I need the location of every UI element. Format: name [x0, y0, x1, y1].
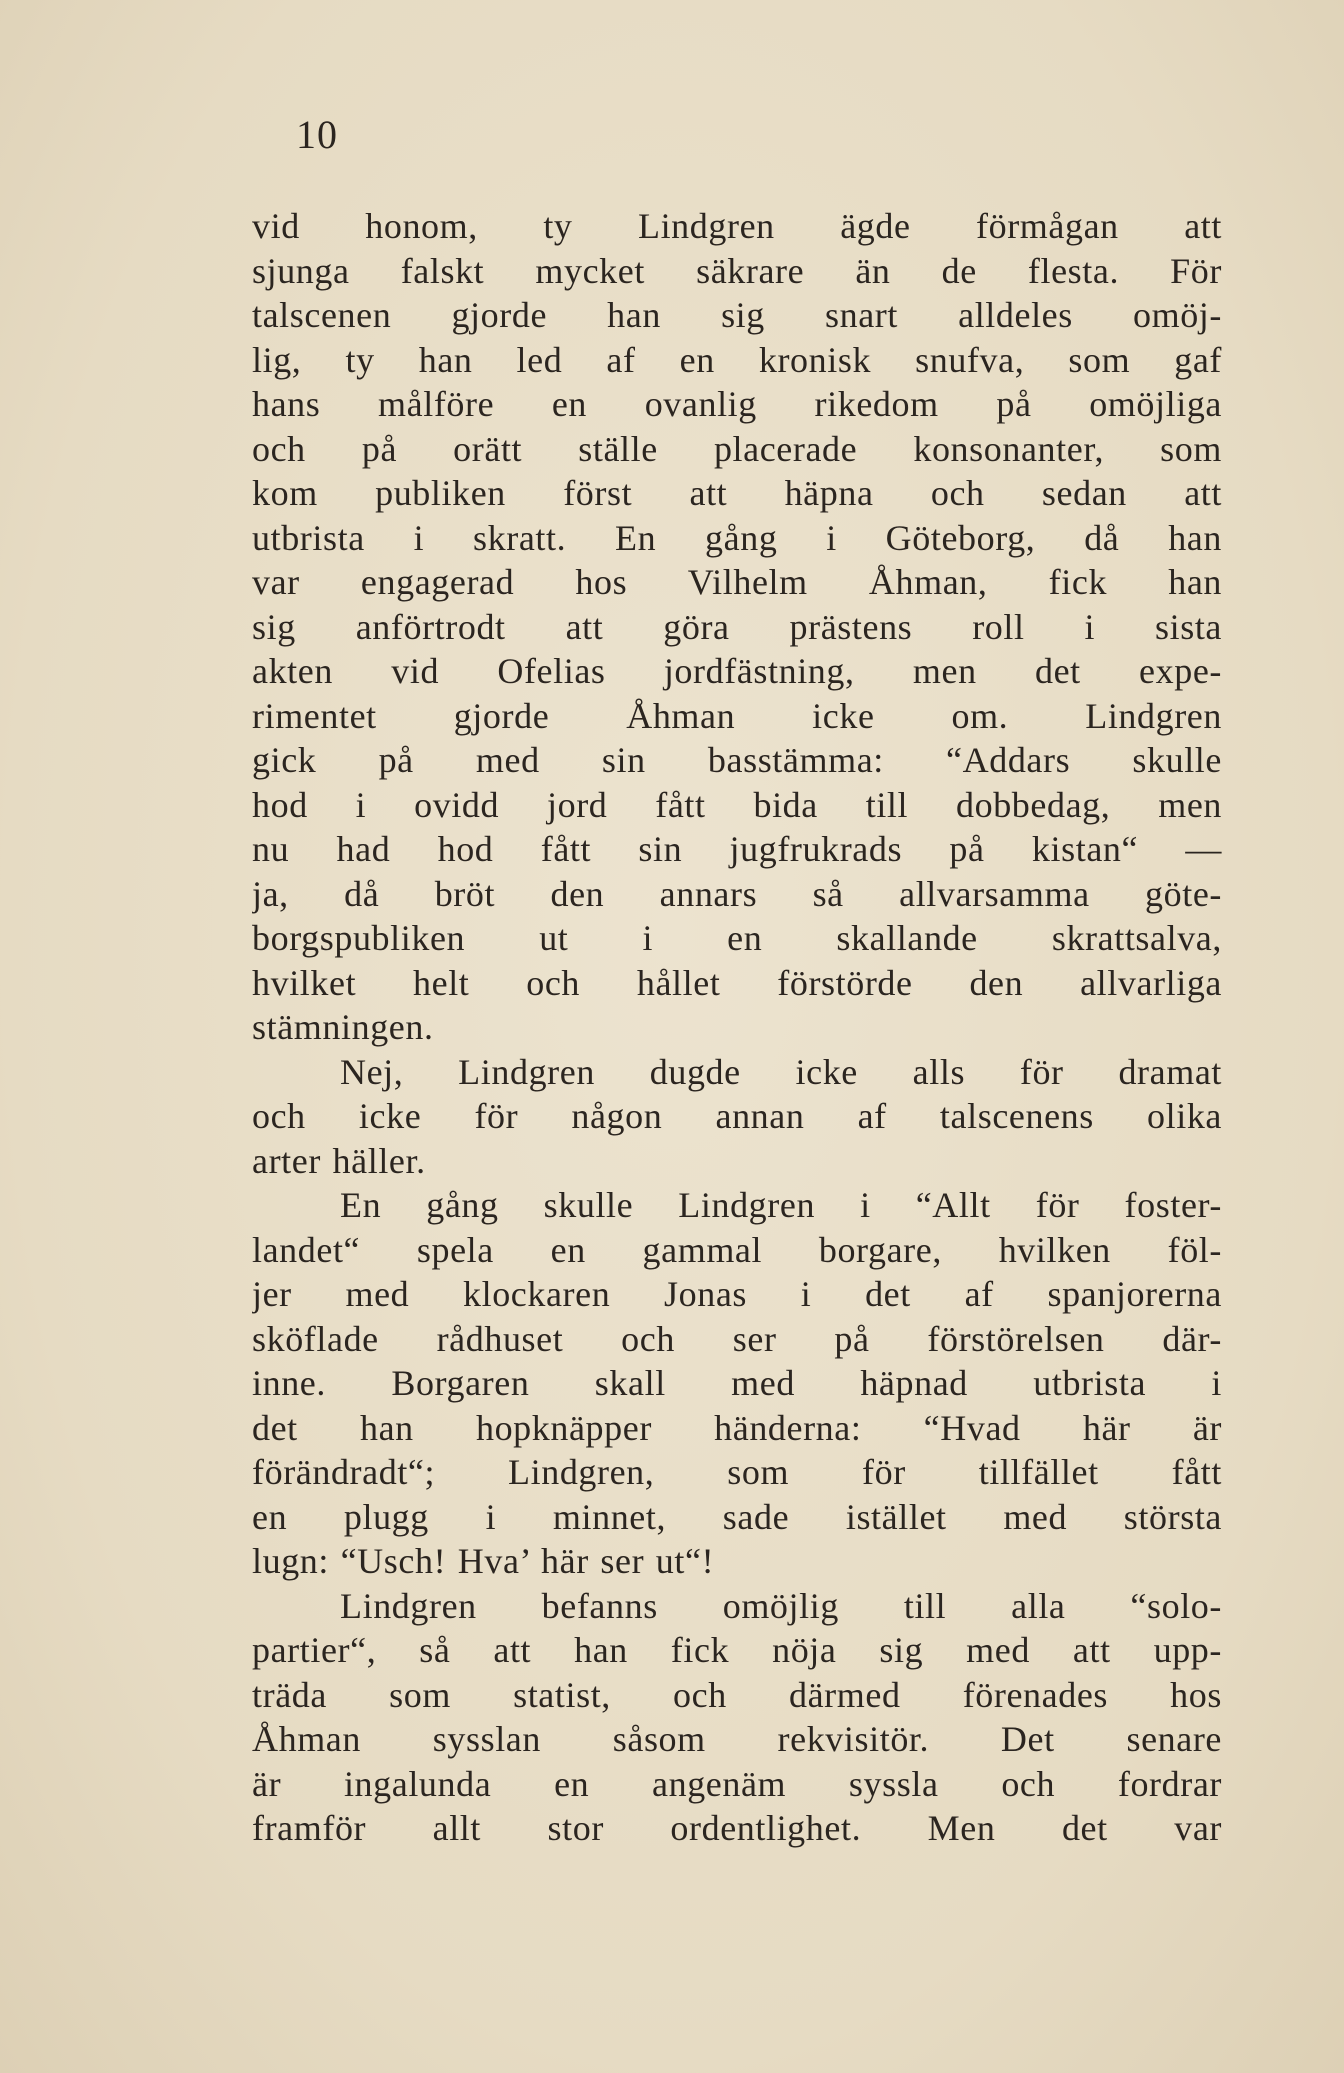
text-line: landet“ spela en gammal borgare, hvilken föl- — [252, 1229, 1222, 1270]
text-line: förändradt“; Lindgren, som för tillfället fått — [252, 1452, 1222, 1492]
page-number: 10 — [296, 112, 338, 157]
paragraph-start-line: Nej, Lindgren dugde icke alls för dramat — [340, 1051, 1222, 1092]
text-line: jer med klockaren Jonas i det af spanjorerna — [252, 1274, 1222, 1314]
text-line: är ingalunda en angenäm syssla och fordrar — [252, 1763, 1222, 1804]
text-line: hvilket helt och hållet förstörde den allvarliga — [252, 962, 1222, 1003]
text-line: ja, då bröt den annars så allvarsamma göte- — [252, 873, 1222, 914]
text-line: sig anförtrodt att göra prästens roll i sista — [252, 606, 1222, 647]
body-text — [252, 204, 1222, 1851]
text-line: talscenen gjorde han sig snart alldeles omöj- — [252, 295, 1222, 335]
text-line: Åhman sysslan såsom rekvisitör. Det senare — [252, 1719, 1222, 1759]
text-line: hod i ovidd jord fått bida till dobbedag, men — [252, 784, 1222, 825]
text-line: partier“, så att han fick nöja sig med att upp- — [252, 1630, 1222, 1670]
text-line: det han hopknäpper händerna: “Hvad här är — [252, 1407, 1222, 1448]
paragraph-start-line: En gång skulle Lindgren i “Allt för foster- — [340, 1185, 1222, 1225]
text-line: rimentet gjorde Åhman icke om. Lindgren — [252, 695, 1222, 736]
text-line: vid honom, ty Lindgren ägde förmågan att — [252, 206, 1222, 246]
text-line: borgspubliken ut i en skallande skrattsalva, — [252, 918, 1222, 958]
text-line: och icke för någon annan af talscenens olika — [252, 1096, 1222, 1136]
text-line: träda som statist, och därmed förenades hos — [252, 1674, 1222, 1715]
text-line: sjunga falskt mycket säkrare än de flesta. För — [252, 250, 1222, 291]
text-line: en plugg i minnet, sade istället med största — [252, 1496, 1222, 1537]
text-line: nu had hod fått sin jugfrukrads på kistan“ — — [252, 829, 1222, 869]
text-line: sköflade rådhuset och ser på förstörelsen där- — [252, 1318, 1222, 1359]
text-line: hans målföre en ovanlig rikedom på omöjliga — [252, 384, 1222, 424]
text-line: stämningen. — [252, 1007, 434, 1047]
text-line: gick på med sin basstämma: “Addars skulle — [252, 740, 1222, 780]
text-line: lugn: “Usch! Hva’ här ser ut“! — [252, 1541, 715, 1581]
text-line: akten vid Ofelias jordfästning, men det expe- — [252, 651, 1222, 691]
text-line: kom publiken först att häpna och sedan att — [252, 473, 1222, 513]
text-line: var engagerad hos Vilhelm Åhman, fick han — [252, 562, 1222, 602]
text-line: utbrista i skratt. En gång i Göteborg, då han — [252, 517, 1222, 558]
text-line: och på orätt ställe placerade konsonanter, som — [252, 428, 1222, 469]
text-line: arter häller. — [252, 1140, 426, 1181]
text-line: inne. Borgaren skall med häpnad utbrista i — [252, 1363, 1222, 1403]
text-line: lig, ty han led af en kronisk snufva, som gaf — [252, 339, 1222, 380]
text-line: framför allt stor ordentlighet. Men det var — [252, 1808, 1222, 1848]
paragraph-start-line: Lindgren befanns omöjlig till alla “solo- — [340, 1585, 1222, 1626]
